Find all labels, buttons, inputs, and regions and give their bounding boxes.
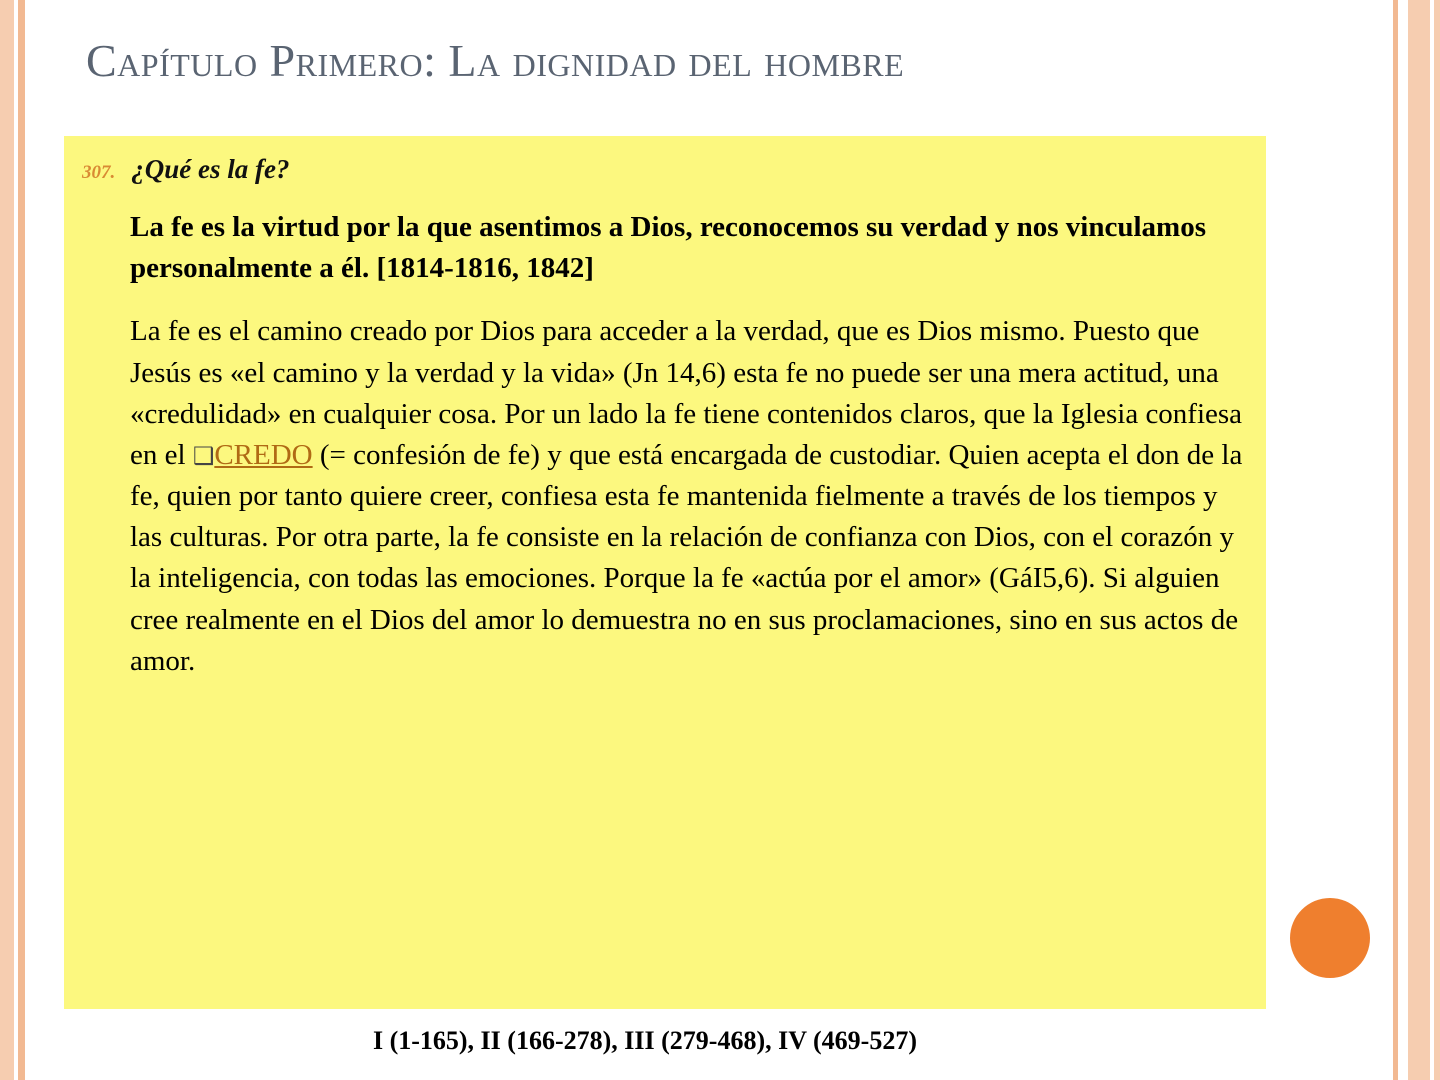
- credo-link[interactable]: CREDO: [214, 438, 313, 471]
- right-decorative-bar-wide: [1408, 0, 1430, 1080]
- content-highlight-box: [64, 136, 1266, 1009]
- question-line: [82, 154, 1236, 185]
- credo-marker-icon: ❑: [192, 443, 215, 470]
- right-decorative-bar-edge: [1434, 0, 1440, 1080]
- footer-reference: I (1-165), II (166-278), III (279-468), IV (469-527): [372, 1026, 918, 1055]
- right-decorative-bar-thin: [1393, 0, 1398, 1080]
- left-decorative-bar-outer: [0, 0, 14, 1080]
- answer-body: [130, 311, 1250, 682]
- answer-body-part1: La fe es el camino creado por Dios para acceder a la verdad, que es Dios mismo. Puesto que Jesús es «el camino y la verdad y la vida» (Jn 14,6) esta fe no puede ser una mera actitud, una «credulidad» en cualquier cosa. Por un lado la fe tiene contenidos claros, que la Iglesia confiesa en el: [130, 315, 1243, 471]
- question-number: 307.: [82, 162, 116, 183]
- answer-body-part2: (= confesión de fe) y que está encargada de custodiar. Quien acepta el don de la fe, quien por tanto quiere creer, confiesa esta fe mantenida fielmente a través de los tiempos y las culturas. Por otra parte, la fe consiste en la relación de confianza con Dios, con el corazón y la inteligencia, con todas las emociones. Porque la fe «actúa por el amor» (GáI5,6). Si alguien cree realmente en el Dios del amor lo demuestra no en sus proclamaciones, sino en sus actos de amor.: [130, 438, 1243, 677]
- question-text: ¿Qué es la fe?: [131, 154, 290, 184]
- page-title: Capítulo Primero: La dignidad del hombre: [86, 35, 905, 86]
- orange-circle-decoration: [1290, 898, 1370, 978]
- left-decorative-bar-inner: [18, 0, 25, 1080]
- answer-summary: La fe es la virtud por la que asentimos a Dios, reconocemos su verdad y nos vinculamos personalmente a él. [1814-1816, 1842]: [130, 211, 1206, 285]
